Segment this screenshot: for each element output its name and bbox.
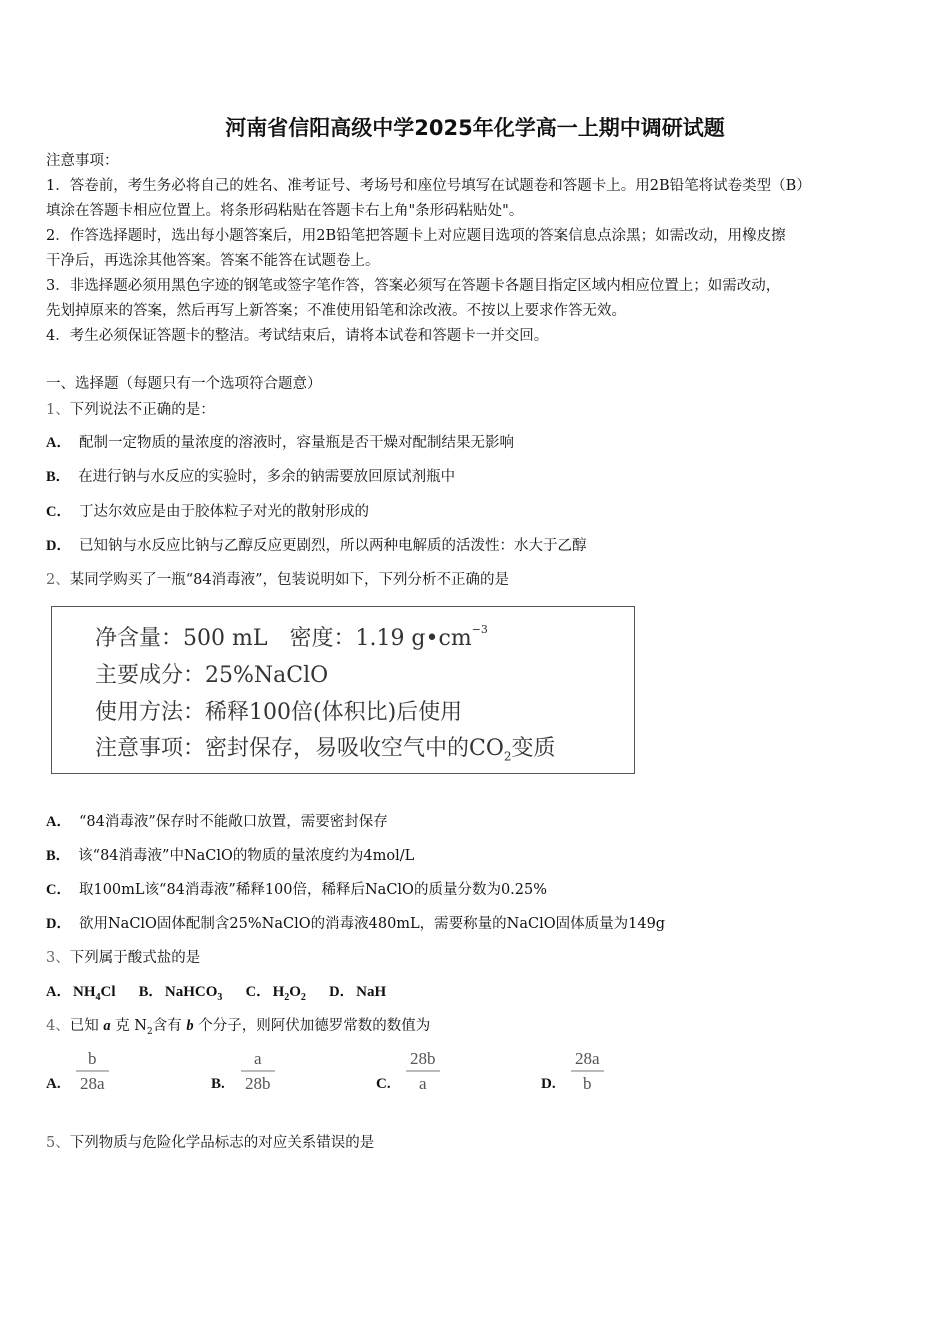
denominator: b: [583, 1073, 592, 1093]
option-text: 该“84消毒液”中NaClO的物质的量浓度约为4mol/L: [78, 848, 415, 864]
notice-item: 1．答卷前，考生务必将自己的姓名、准考证号、考场号和座位号填写在试题卷和答题卡上。用2B铅笔将试卷类型（B）: [46, 178, 811, 194]
option-text: 已知钠与水反应比钠与乙醇反应更剧烈，所以两种电解质的活泼性：水大于乙醇: [78, 538, 587, 554]
formula-subscript: 2: [300, 992, 306, 1003]
option-text: 在进行钠与水反应的实验时，多余的钠需要放回原试剂瓶中: [78, 469, 456, 485]
option-label: B．: [138, 984, 163, 1000]
notice-item: 3．非选择题必须用黑色字迹的钢笔或签字笔作答，答案必须写在答题卡各题目指定区域内相应位置上；如需改动，: [46, 278, 781, 294]
question-number: 3、: [46, 950, 70, 966]
fraction: [76, 1048, 109, 1096]
formula-subscript: 2: [284, 992, 290, 1003]
numerator: 28a: [575, 1049, 600, 1068]
fraction: [571, 1048, 604, 1096]
question-2-stem: [46, 570, 509, 590]
question-3-stem: [46, 948, 200, 968]
option-label: B．: [46, 848, 71, 864]
formula: [72, 984, 116, 1003]
formula: NaH: [356, 984, 387, 1000]
formula-part: NH: [72, 984, 96, 1000]
formula-part: O: [289, 984, 301, 1000]
product-label-box: [51, 606, 635, 774]
question-text: 含有: [152, 1018, 187, 1034]
question-text: 下列说法不正确的是：: [69, 402, 215, 418]
formula-part: Cl: [100, 984, 116, 1000]
question-1-stem: [46, 400, 215, 420]
fraction: [406, 1048, 440, 1096]
formula-subscript: 3: [217, 992, 223, 1003]
notice-item: 干净后，再选涂其他答案。答案不能答在试题卷上。: [46, 253, 380, 269]
option-label: D．: [329, 984, 355, 1000]
numerator: 28b: [410, 1049, 436, 1068]
option-label: C．: [245, 984, 271, 1000]
question-4-stem: [46, 1016, 430, 1042]
variable-b: b: [186, 1018, 194, 1034]
numerator: a: [253, 1049, 262, 1068]
question-2-option-b: [46, 846, 414, 866]
question-5-stem: [46, 1133, 374, 1153]
question-3-option-b: [138, 984, 227, 1003]
question-1-option-b: [46, 467, 455, 487]
option-label: D.: [541, 1076, 556, 1092]
label-line-ingredient: 主要成分：25%NaClO: [95, 663, 329, 688]
question-text: 下列物质与危险化学品标志的对应关系错误的是: [69, 1135, 375, 1151]
question-2-option-d: [46, 914, 665, 934]
option-text: 配制一定物质的量浓度的溶液时，容量瓶是否干燥对配制结果无影响: [78, 435, 514, 451]
formula-part: H: [272, 984, 285, 1000]
option-label: B.: [211, 1076, 225, 1092]
denominator: 28b: [245, 1073, 271, 1093]
page-title: 河南省信阳高级中学2025年化学高一上期中调研试题: [225, 116, 725, 140]
option-label: A.: [46, 1076, 61, 1092]
option-label: A．: [46, 435, 71, 451]
option-text: 欲用NaClO固体配制含25%NaClO的消毒液480mL，需要称量的NaClO固体质量为149g: [78, 916, 666, 932]
question-text: 下列属于酸式盐的是: [69, 950, 201, 966]
question-3-option-d: [329, 984, 386, 1000]
question-text: 个分子，则阿伏加德罗常数的数值为: [193, 1018, 431, 1034]
label-text: 注意事项：密封保存，易吸收空气中的CO: [95, 736, 504, 761]
option-text: 取100mL该“84消毒液”稀释100倍，稀释后NaClO的质量分数为0.25%: [78, 882, 548, 898]
fraction: [241, 1048, 275, 1096]
question-2-option-a: [46, 812, 388, 832]
question-1-option-d: [46, 536, 586, 556]
numerator: b: [88, 1049, 97, 1068]
option-label: C.: [376, 1076, 391, 1092]
formula: [272, 984, 306, 1003]
option-label: B．: [46, 469, 71, 485]
option-label: A．: [46, 814, 71, 830]
label-line-caution: [95, 731, 556, 763]
question-3-option-c: [245, 984, 311, 1003]
notice-item: 2．作答选择题时，选出每小题答案后，用2B铅笔把答题卡上对应题目选项的答案信息点涂黑；如需改动，用橡皮擦: [46, 228, 786, 244]
option-label: C．: [46, 882, 71, 898]
question-number: 1、: [46, 402, 70, 418]
formula: [164, 984, 223, 1003]
notice-item: 填涂在答题卡相应位置上。将条形码粘贴在答题卡右上角"条形码粘贴处"。: [46, 203, 524, 219]
label-line-usage: 使用方法：稀释100倍(体积比)后使用: [95, 700, 463, 725]
notice-item: 4．考生必须保证答题卡的整洁。考试结束后，请将本试卷和答题卡一并交回。: [46, 328, 549, 344]
label-line-volume-density: [95, 621, 488, 652]
question-number: 4、: [46, 1018, 70, 1034]
question-2-option-c: [46, 880, 547, 900]
question-3-options: [46, 982, 386, 1008]
question-number: 5、: [46, 1135, 70, 1151]
denominator: a: [418, 1073, 427, 1093]
formula-subscript: 2: [147, 1026, 153, 1037]
notice-item: 先划掉原来的答案，然后再写上新答案；不准使用铅笔和涂改液。不按以上要求作答无效。: [46, 303, 626, 319]
question-number: 2、: [46, 572, 70, 588]
label-superscript: −3: [471, 623, 488, 636]
label-text: 变质: [511, 736, 556, 761]
question-text: 已知: [69, 1018, 104, 1034]
option-label: D．: [46, 916, 71, 932]
option-label: A．: [46, 984, 71, 1000]
formula-part: NaHCO: [164, 984, 218, 1000]
denominator: 28a: [80, 1073, 105, 1093]
section-heading: 一、选择题（每题只有一个选项符合题意）: [46, 376, 322, 392]
option-text: “84消毒液”保存时不能敞口放置，需要密封保存: [78, 814, 388, 830]
question-text: 某同学购买了一瓶“84消毒液”，包装说明如下，下列分析不正确的是: [69, 572, 510, 588]
question-3-option-a: [46, 984, 120, 1003]
label-text: 净含量：500 mL 密度：1.19 g•cm: [95, 626, 472, 651]
variable-a: a: [103, 1018, 111, 1034]
notice-heading: 注意事项：: [46, 153, 119, 169]
question-1-option-a: [46, 433, 514, 453]
question-text: 克 N: [110, 1018, 147, 1034]
formula-subscript: 4: [95, 992, 101, 1003]
option-label: D．: [46, 538, 71, 554]
question-1-option-c: [46, 502, 369, 522]
label-subscript: 2: [503, 749, 512, 764]
option-label: C．: [46, 504, 71, 520]
option-text: 丁达尔效应是由于胶体粒子对光的散射形成的: [78, 504, 369, 520]
